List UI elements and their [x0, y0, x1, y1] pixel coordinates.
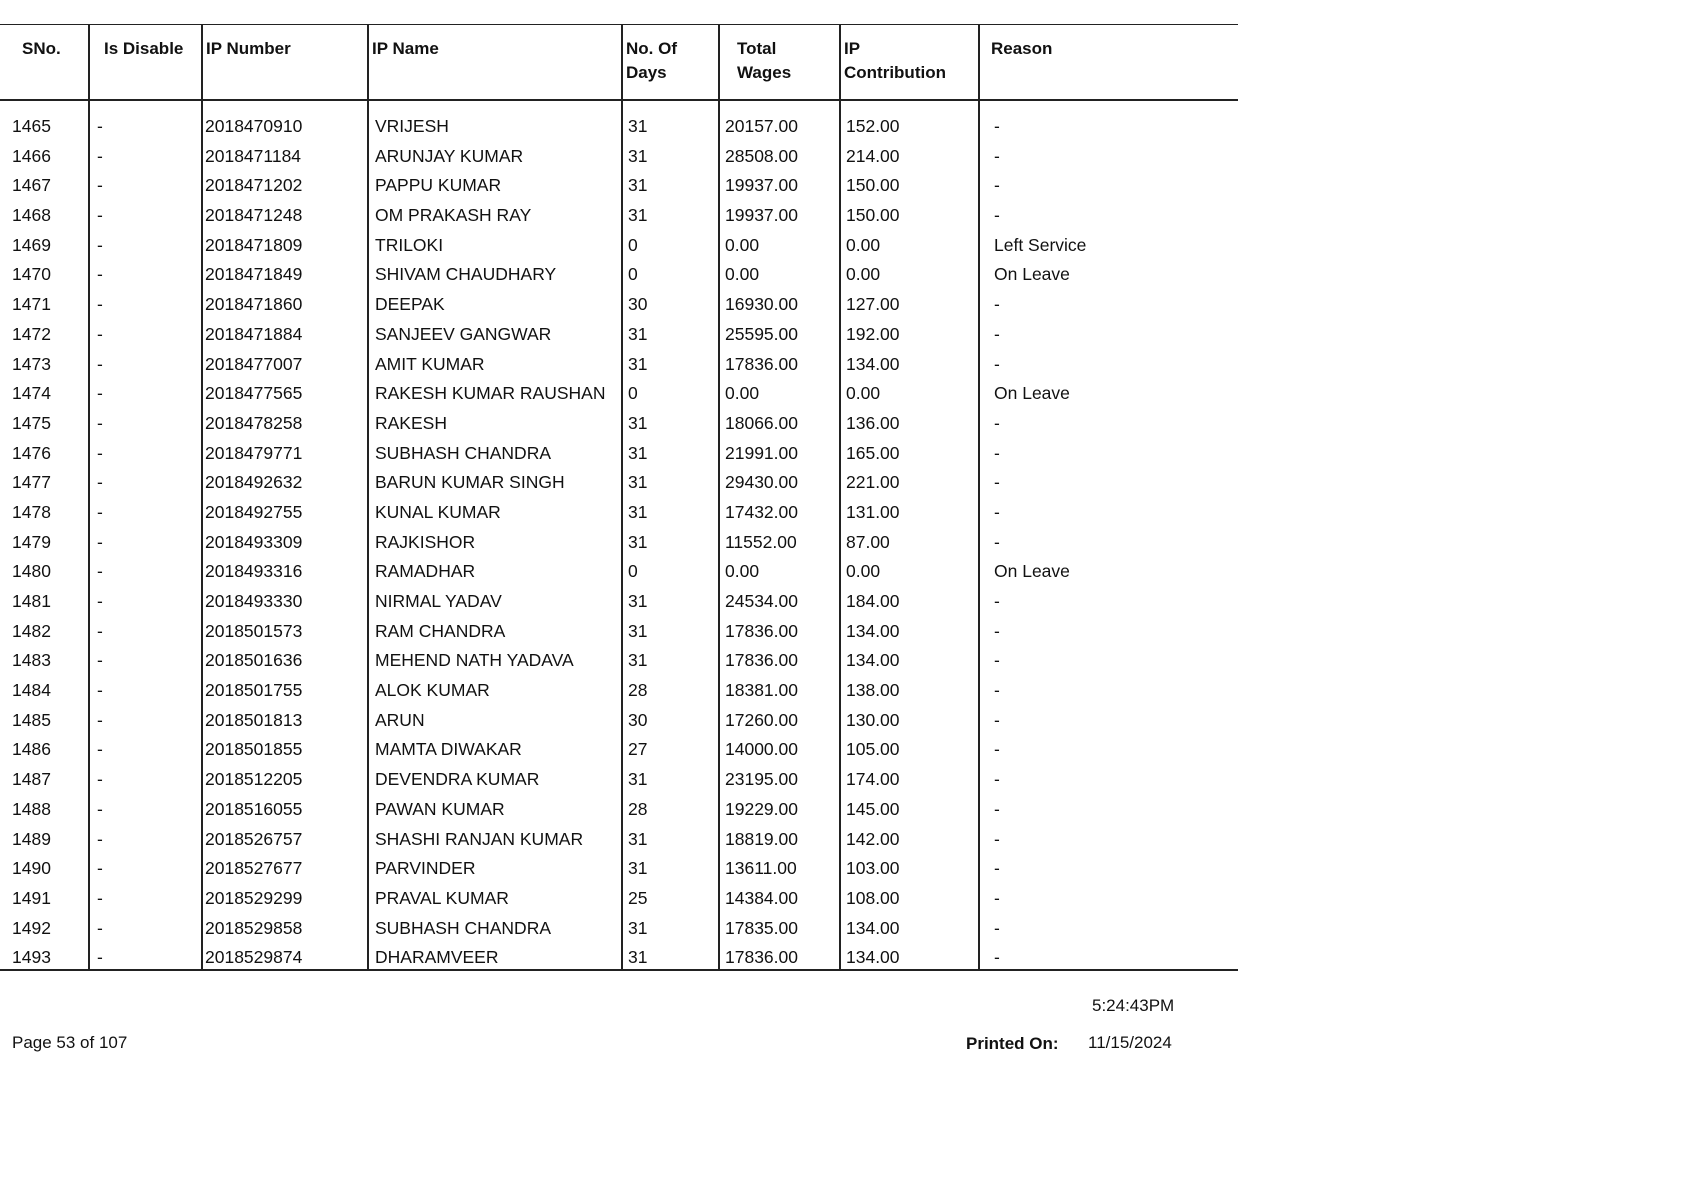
cell-sno: 1473 — [12, 353, 51, 374]
cell-total-wages: 29430.00 — [719, 471, 840, 501]
cell-sno: 1484 — [12, 680, 51, 701]
cell-total-wages: 18819.00 — [719, 828, 840, 858]
cell-sno: 1491 — [12, 887, 51, 908]
column-header-ip-name: IP Name — [368, 25, 622, 101]
cell-reason: - — [979, 768, 1238, 798]
cell-ip-name: NIRMAL YADAV — [368, 590, 622, 620]
cell-is-disable: - — [89, 501, 202, 531]
cell-days: 0 — [622, 560, 719, 590]
cell-total-wages: 25595.00 — [719, 323, 840, 353]
table-row — [0, 887, 1238, 917]
cell-sno: 1476 — [12, 442, 51, 463]
cell-sno: 1479 — [12, 531, 51, 552]
cell-ip-name: PAPPU KUMAR — [368, 174, 622, 204]
cell-ip-name: RAM CHANDRA — [368, 620, 622, 650]
table-row — [0, 293, 1238, 323]
column-header-ip-contribution: IP Contribution — [840, 25, 979, 101]
cell-reason: - — [979, 293, 1238, 323]
cell-ip-number: 2018470910 — [202, 115, 368, 145]
cell-ip-name: SUBHASH CHANDRA — [368, 917, 622, 947]
cell-ip-name: PAWAN KUMAR — [368, 798, 622, 828]
cell-is-disable: - — [89, 620, 202, 650]
cell-total-wages: 14384.00 — [719, 887, 840, 917]
contribution-table — [0, 24, 1238, 971]
cell-ip-number: 2018516055 — [202, 798, 368, 828]
cell-days: 31 — [622, 946, 719, 970]
cell-ip-contribution: 142.00 — [840, 828, 979, 858]
column-header-ip-number: IP Number — [202, 25, 368, 101]
printed-on-label: Printed On: — [966, 1034, 1059, 1053]
cell-sno: 1475 — [12, 412, 51, 433]
cell-ip-number: 2018529858 — [202, 917, 368, 947]
cell-days: 31 — [622, 828, 719, 858]
cell-ip-name: SUBHASH CHANDRA — [368, 442, 622, 472]
cell-days: 31 — [622, 204, 719, 234]
cell-ip-contribution: 174.00 — [840, 768, 979, 798]
cell-sno: 1471 — [12, 294, 51, 315]
print-time: 5:24:43PM — [1092, 996, 1175, 1015]
cell-days: 28 — [622, 798, 719, 828]
cell-reason: - — [979, 679, 1238, 709]
cell-total-wages: 11552.00 — [719, 531, 840, 561]
table-row — [0, 738, 1238, 768]
cell-days: 30 — [622, 293, 719, 323]
cell-ip-name: RAKESH KUMAR RAUSHAN — [368, 382, 622, 412]
cell-is-disable: - — [89, 471, 202, 501]
table-row — [0, 323, 1238, 353]
cell-ip-number: 2018493309 — [202, 531, 368, 561]
table-row — [0, 649, 1238, 679]
cell-ip-name: RAMADHAR — [368, 560, 622, 590]
cell-ip-number: 2018512205 — [202, 768, 368, 798]
cell-ip-contribution: 0.00 — [840, 234, 979, 264]
cell-sno: 1467 — [12, 175, 51, 196]
cell-ip-number: 2018493330 — [202, 590, 368, 620]
cell-is-disable: - — [89, 323, 202, 353]
cell-total-wages: 19937.00 — [719, 174, 840, 204]
table-row — [0, 679, 1238, 709]
table-row — [0, 263, 1238, 293]
cell-ip-contribution: 87.00 — [840, 531, 979, 561]
table-row — [0, 531, 1238, 561]
cell-ip-name: RAKESH — [368, 412, 622, 442]
cell-is-disable: - — [89, 293, 202, 323]
cell-sno: 1483 — [12, 650, 51, 671]
cell-ip-number: 2018471202 — [202, 174, 368, 204]
cell-ip-name: ARUNJAY KUMAR — [368, 145, 622, 175]
table-row — [0, 828, 1238, 858]
table-row — [0, 620, 1238, 650]
cell-sno: 1493 — [0, 946, 89, 970]
cell-ip-number: 2018471184 — [202, 145, 368, 175]
cell-ip-number: 2018501636 — [202, 649, 368, 679]
cell-ip-number: 2018479771 — [202, 442, 368, 472]
cell-is-disable: - — [89, 145, 202, 175]
table-row — [0, 857, 1238, 887]
cell-ip-number: 2018501813 — [202, 709, 368, 739]
table-row — [0, 234, 1238, 264]
cell-total-wages: 19937.00 — [719, 204, 840, 234]
cell-ip-number: 2018527677 — [202, 857, 368, 887]
cell-reason: - — [979, 471, 1238, 501]
cell-ip-number: 2018471849 — [202, 263, 368, 293]
cell-is-disable: - — [89, 382, 202, 412]
cell-reason: - — [979, 412, 1238, 442]
cell-is-disable: - — [89, 412, 202, 442]
cell-reason: - — [979, 501, 1238, 531]
cell-ip-contribution: 0.00 — [840, 560, 979, 590]
cell-ip-name: ALOK KUMAR — [368, 679, 622, 709]
cell-is-disable: - — [89, 738, 202, 768]
cell-sno: 1481 — [12, 591, 51, 611]
table-row — [0, 768, 1238, 798]
cell-is-disable: - — [89, 649, 202, 679]
cell-total-wages: 0.00 — [719, 234, 840, 264]
cell-total-wages: 18381.00 — [719, 679, 840, 709]
cell-ip-contribution: 145.00 — [840, 798, 979, 828]
cell-ip-contribution: 105.00 — [840, 738, 979, 768]
cell-days: 28 — [622, 679, 719, 709]
cell-ip-name: DEEPAK — [368, 293, 622, 323]
cell-ip-name: PARVINDER — [368, 857, 622, 887]
cell-total-wages: 0.00 — [719, 263, 840, 293]
cell-is-disable: - — [89, 590, 202, 620]
cell-is-disable: - — [89, 679, 202, 709]
cell-days: 31 — [622, 501, 719, 531]
cell-is-disable: - — [89, 857, 202, 887]
table-row — [0, 709, 1238, 739]
cell-days: 31 — [622, 917, 719, 947]
cell-reason: - — [979, 323, 1238, 353]
cell-ip-number: 2018492632 — [202, 471, 368, 501]
cell-days: 31 — [622, 174, 719, 204]
table-row — [0, 442, 1238, 472]
cell-ip-contribution: 134.00 — [840, 917, 979, 947]
table-row — [0, 590, 1238, 620]
cell-ip-number: 2018477565 — [202, 382, 368, 412]
table-row — [0, 382, 1238, 412]
cell-reason: - — [979, 946, 1238, 970]
cell-ip-contribution: 214.00 — [840, 145, 979, 175]
cell-ip-number: 2018471248 — [202, 204, 368, 234]
cell-sno: 1482 — [12, 620, 51, 641]
cell-is-disable: - — [89, 531, 202, 561]
cell-days: 31 — [622, 590, 719, 620]
cell-sno: 1480 — [12, 561, 51, 582]
cell-ip-name: SHASHI RANJAN KUMAR — [368, 828, 622, 858]
table-row — [0, 917, 1238, 947]
cell-sno: 1490 — [12, 858, 51, 879]
cell-total-wages: 24534.00 — [719, 590, 840, 620]
cell-is-disable: - — [89, 204, 202, 234]
cell-is-disable: - — [89, 709, 202, 739]
page-number: Page 53 of 107 — [12, 1033, 128, 1052]
cell-ip-number: 2018471860 — [202, 293, 368, 323]
cell-sno: 1477 — [12, 472, 51, 493]
cell-total-wages: 17836.00 — [719, 649, 840, 679]
cell-total-wages: 13611.00 — [719, 857, 840, 887]
table-row — [0, 204, 1238, 234]
cell-is-disable: - — [89, 442, 202, 472]
cell-reason: - — [979, 620, 1238, 650]
cell-sno: 1465 — [12, 116, 51, 136]
cell-reason: - — [979, 442, 1238, 472]
table-row — [0, 174, 1238, 204]
cell-days: 27 — [622, 738, 719, 768]
column-header-sno: SNo. — [0, 25, 89, 101]
cell-days: 31 — [622, 323, 719, 353]
cell-ip-name: PRAVAL KUMAR — [368, 887, 622, 917]
cell-ip-number: 2018529299 — [202, 887, 368, 917]
table-row — [0, 471, 1238, 501]
cell-sno: 1470 — [12, 264, 51, 285]
cell-ip-contribution: 134.00 — [840, 946, 979, 970]
printed-on-date: 11/15/2024 — [1088, 1033, 1172, 1052]
cell-days: 30 — [622, 709, 719, 739]
cell-reason: - — [979, 115, 1238, 145]
cell-ip-number: 2018501755 — [202, 679, 368, 709]
cell-ip-contribution: 103.00 — [840, 857, 979, 887]
cell-ip-name: TRILOKI — [368, 234, 622, 264]
cell-sno: 1474 — [12, 383, 51, 404]
table-row — [0, 560, 1238, 590]
cell-ip-number: 2018501573 — [202, 620, 368, 650]
column-header-is-disable: Is Disable — [89, 25, 202, 101]
column-header-days: No. Of Days — [622, 25, 719, 101]
cell-is-disable: - — [89, 828, 202, 858]
cell-days: 31 — [622, 145, 719, 175]
cell-days: 31 — [622, 857, 719, 887]
cell-ip-name: MEHEND NATH YADAVA — [368, 649, 622, 679]
table-row — [0, 412, 1238, 442]
cell-total-wages: 28508.00 — [719, 145, 840, 175]
cell-ip-name: ARUN — [368, 709, 622, 739]
cell-is-disable: - — [89, 115, 202, 145]
cell-total-wages: 17432.00 — [719, 501, 840, 531]
cell-sno: 1472 — [12, 323, 51, 344]
table-row — [0, 798, 1238, 828]
cell-reason: - — [979, 531, 1238, 561]
cell-reason: - — [979, 204, 1238, 234]
cell-ip-name: DEVENDRA KUMAR — [368, 768, 622, 798]
cell-days: 31 — [622, 768, 719, 798]
cell-is-disable: - — [89, 798, 202, 828]
cell-total-wages: 17836.00 — [719, 353, 840, 383]
cell-reason: - — [979, 738, 1238, 768]
cell-is-disable: - — [89, 263, 202, 293]
column-header-total-wages: Total Wages — [719, 25, 840, 101]
cell-ip-contribution: 192.00 — [840, 323, 979, 353]
cell-ip-contribution: 221.00 — [840, 471, 979, 501]
cell-reason: - — [979, 353, 1238, 383]
cell-reason: - — [979, 798, 1238, 828]
cell-sno: 1466 — [12, 145, 51, 166]
cell-sno: 1469 — [12, 234, 51, 255]
cell-is-disable: - — [89, 353, 202, 383]
cell-ip-contribution: 0.00 — [840, 382, 979, 412]
cell-ip-contribution: 131.00 — [840, 501, 979, 531]
cell-is-disable: - — [89, 234, 202, 264]
cell-reason: - — [979, 590, 1238, 620]
cell-reason: - — [979, 709, 1238, 739]
cell-ip-number: 2018492755 — [202, 501, 368, 531]
cell-ip-number: 2018529874 — [202, 946, 368, 970]
cell-reason: On Leave — [979, 263, 1238, 293]
cell-reason: - — [979, 174, 1238, 204]
cell-ip-name: VRIJESH — [368, 115, 622, 145]
cell-ip-contribution: 136.00 — [840, 412, 979, 442]
table-row — [0, 353, 1238, 383]
cell-ip-name: OM PRAKASH RAY — [368, 204, 622, 234]
cell-is-disable: - — [89, 560, 202, 590]
cell-days: 25 — [622, 887, 719, 917]
cell-reason: On Leave — [979, 560, 1238, 590]
cell-days: 31 — [622, 442, 719, 472]
cell-is-disable: - — [89, 946, 202, 970]
cell-days: 31 — [622, 620, 719, 650]
cell-ip-contribution: 150.00 — [840, 174, 979, 204]
cell-ip-contribution: 134.00 — [840, 353, 979, 383]
cell-ip-contribution: 138.00 — [840, 679, 979, 709]
cell-sno: 1478 — [12, 501, 51, 522]
cell-reason: - — [979, 917, 1238, 947]
header-spacer-row — [0, 100, 1238, 115]
cell-days: 0 — [622, 234, 719, 264]
cell-ip-contribution: 130.00 — [840, 709, 979, 739]
cell-ip-contribution: 184.00 — [840, 590, 979, 620]
cell-is-disable: - — [89, 917, 202, 947]
cell-total-wages: 17835.00 — [719, 917, 840, 947]
cell-ip-number: 2018471809 — [202, 234, 368, 264]
cell-ip-name: SANJEEV GANGWAR — [368, 323, 622, 353]
cell-sno: 1487 — [12, 769, 51, 790]
cell-is-disable: - — [89, 887, 202, 917]
cell-is-disable: - — [89, 768, 202, 798]
cell-days: 31 — [622, 531, 719, 561]
cell-ip-name: BARUN KUMAR SINGH — [368, 471, 622, 501]
table-row — [0, 946, 1238, 970]
cell-reason: - — [979, 887, 1238, 917]
cell-days: 0 — [622, 382, 719, 412]
cell-sno: 1492 — [12, 917, 51, 938]
cell-sno: 1485 — [12, 709, 51, 730]
cell-is-disable: - — [89, 174, 202, 204]
cell-sno: 1486 — [12, 739, 51, 760]
cell-total-wages: 20157.00 — [719, 115, 840, 145]
cell-total-wages: 16930.00 — [719, 293, 840, 323]
cell-ip-contribution: 165.00 — [840, 442, 979, 472]
cell-total-wages: 23195.00 — [719, 768, 840, 798]
cell-ip-name: RAJKISHOR — [368, 531, 622, 561]
cell-days: 31 — [622, 649, 719, 679]
table-row — [0, 115, 1238, 145]
cell-reason: - — [979, 828, 1238, 858]
cell-reason: - — [979, 145, 1238, 175]
cell-total-wages: 18066.00 — [719, 412, 840, 442]
cell-ip-name: MAMTA DIWAKAR — [368, 738, 622, 768]
cell-reason: Left Service — [979, 234, 1238, 264]
cell-total-wages: 14000.00 — [719, 738, 840, 768]
cell-ip-contribution: 152.00 — [840, 115, 979, 145]
cell-total-wages: 21991.00 — [719, 442, 840, 472]
cell-sno: 1489 — [12, 828, 51, 849]
cell-ip-number: 2018501855 — [202, 738, 368, 768]
cell-ip-contribution: 134.00 — [840, 620, 979, 650]
cell-total-wages: 0.00 — [719, 560, 840, 590]
cell-ip-contribution: 150.00 — [840, 204, 979, 234]
cell-total-wages: 17836.00 — [719, 946, 840, 970]
cell-days: 31 — [622, 412, 719, 442]
cell-reason: - — [979, 857, 1238, 887]
table-row — [0, 501, 1238, 531]
cell-ip-number: 2018493316 — [202, 560, 368, 590]
cell-ip-contribution: 127.00 — [840, 293, 979, 323]
table-header-row — [0, 25, 1238, 101]
cell-sno: 1488 — [12, 798, 51, 819]
cell-ip-number: 2018478258 — [202, 412, 368, 442]
cell-ip-number: 2018471884 — [202, 323, 368, 353]
cell-ip-number: 2018477007 — [202, 353, 368, 383]
cell-reason: On Leave — [979, 382, 1238, 412]
cell-ip-contribution: 108.00 — [840, 887, 979, 917]
table-row — [0, 145, 1238, 175]
contribution-report — [0, 24, 1238, 971]
cell-ip-name: DHARAMVEER — [368, 946, 622, 970]
cell-days: 31 — [622, 353, 719, 383]
cell-total-wages: 17836.00 — [719, 620, 840, 650]
cell-days: 31 — [622, 115, 719, 145]
cell-total-wages: 17260.00 — [719, 709, 840, 739]
cell-ip-name: SHIVAM CHAUDHARY — [368, 263, 622, 293]
cell-ip-contribution: 134.00 — [840, 649, 979, 679]
cell-sno: 1468 — [12, 205, 51, 226]
cell-ip-name: KUNAL KUMAR — [368, 501, 622, 531]
cell-ip-name: AMIT KUMAR — [368, 353, 622, 383]
cell-reason: - — [979, 649, 1238, 679]
cell-ip-contribution: 0.00 — [840, 263, 979, 293]
cell-ip-number: 2018526757 — [202, 828, 368, 858]
column-header-reason: Reason — [979, 25, 1238, 101]
cell-total-wages: 19229.00 — [719, 798, 840, 828]
cell-total-wages: 0.00 — [719, 382, 840, 412]
table-body — [0, 100, 1238, 970]
cell-days: 31 — [622, 471, 719, 501]
cell-days: 0 — [622, 263, 719, 293]
